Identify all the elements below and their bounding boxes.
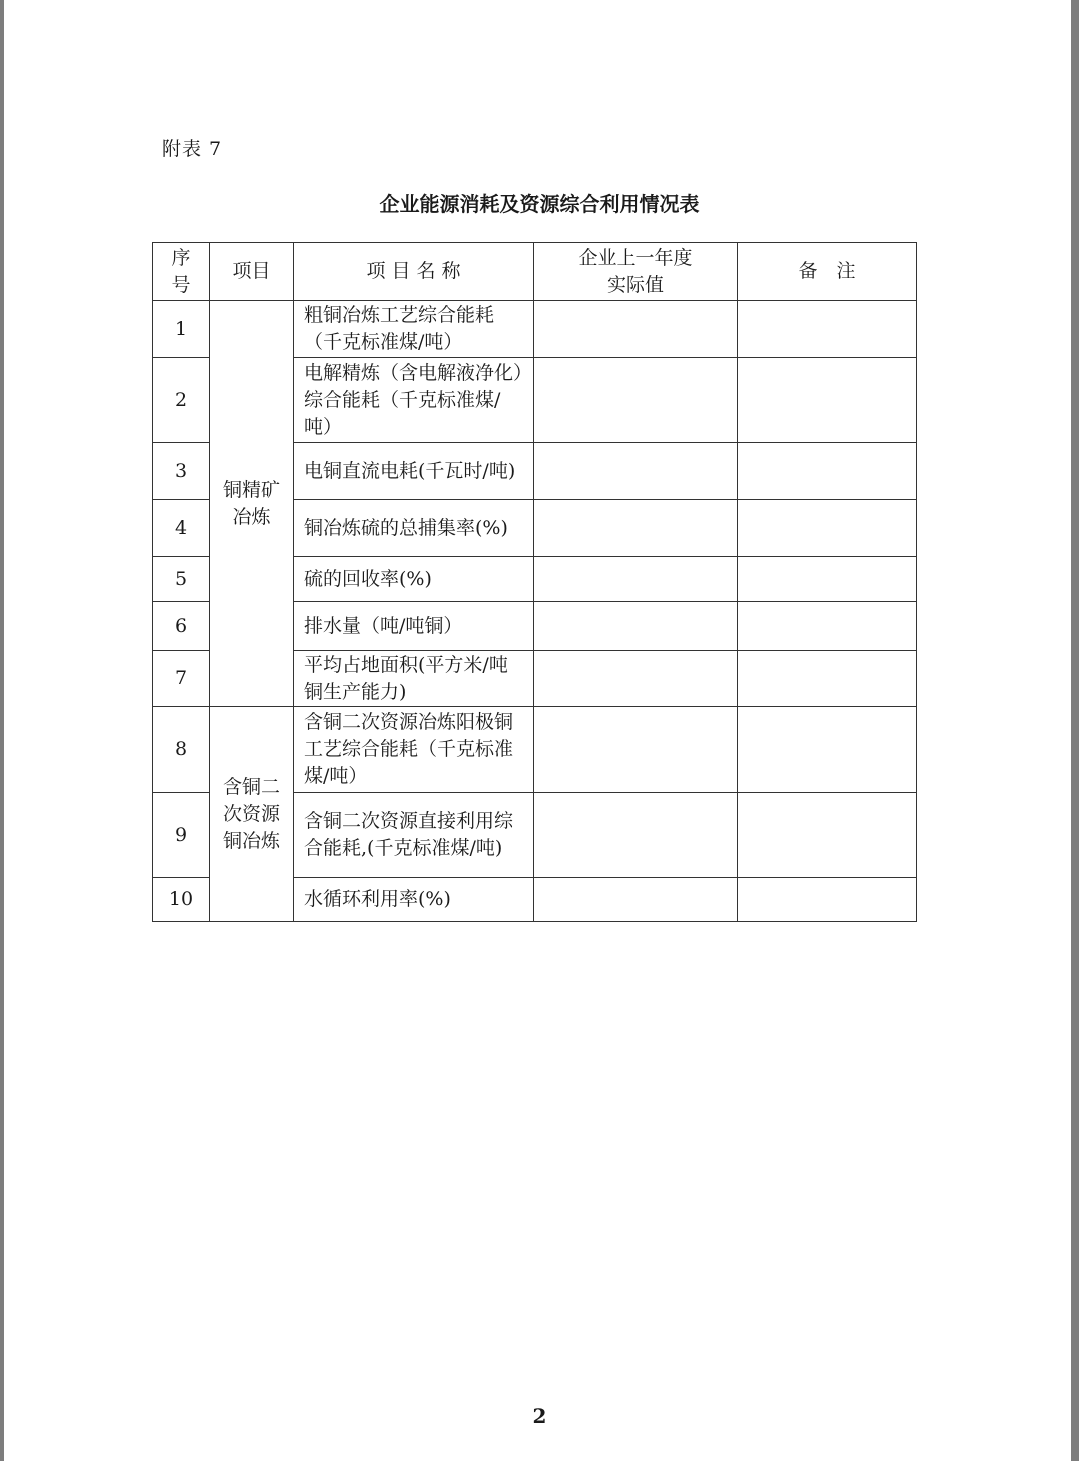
row-remark (738, 358, 917, 443)
row-remark (738, 793, 917, 878)
header-actual-line1: 企业上一年度 (578, 246, 693, 269)
group-label-line1: 铜精矿 (222, 478, 280, 501)
group-label-line2: 冶炼 (232, 505, 271, 528)
row-actual-value (534, 500, 738, 557)
row-item-name: 电解精炼（含电解液净化）综合能耗（千克标准煤/吨） (294, 358, 534, 443)
row-item-name: 电铜直流电耗(千瓦时/吨) (294, 443, 534, 500)
row-item-name: 平均占地面积(平方米/吨铜生产能力) (294, 651, 534, 707)
row-actual-value (534, 878, 738, 922)
header-item-name: 项 目 名 称 (294, 243, 534, 301)
row-remark (738, 878, 917, 922)
header-seq-line1: 序 (171, 246, 191, 269)
row-remark (738, 443, 917, 500)
row-seq: 7 (153, 651, 210, 707)
attachment-label: 附表 7 (162, 138, 223, 160)
row-actual-value (534, 443, 738, 500)
group-label-line3: 铜冶炼 (222, 829, 280, 852)
row-actual-value (534, 651, 738, 707)
row-seq: 6 (153, 602, 210, 651)
energy-consumption-table (152, 242, 917, 922)
row-actual-value (534, 602, 738, 651)
row-seq: 10 (153, 878, 210, 922)
row-actual-value (534, 301, 738, 358)
header-actual-line2: 实际值 (606, 273, 664, 296)
table-row (153, 707, 917, 793)
header-seq (153, 243, 210, 301)
row-seq: 3 (153, 443, 210, 500)
group-label-secondary-resources (210, 707, 294, 922)
row-item-name: 含铜二次资源直接利用综合能耗,(千克标准煤/吨) (294, 793, 534, 878)
row-item-name: 排水量（吨/吨铜） (294, 602, 534, 651)
row-remark (738, 557, 917, 602)
row-seq: 9 (153, 793, 210, 878)
row-remark (738, 707, 917, 793)
row-actual-value (534, 358, 738, 443)
header-actual-value (534, 243, 738, 301)
table-row (153, 301, 917, 358)
row-remark (738, 301, 917, 358)
row-seq: 5 (153, 557, 210, 602)
row-actual-value (534, 707, 738, 793)
page-title: 企业能源消耗及资源综合利用情况表 (379, 192, 700, 216)
group-label-line2: 次资源 (222, 802, 280, 825)
group-label-line1: 含铜二 (222, 775, 280, 798)
row-item-name: 含铜二次资源冶炼阳极铜工艺综合能耗（千克标准煤/吨） (294, 707, 534, 793)
row-actual-value (534, 793, 738, 878)
group-label-copy-concentrate (210, 301, 294, 707)
header-category: 项目 (210, 243, 294, 301)
row-seq: 8 (153, 707, 210, 793)
table-header-row (153, 243, 917, 301)
row-seq: 1 (153, 301, 210, 358)
row-seq: 2 (153, 358, 210, 443)
page-number: 2 (532, 1404, 547, 1428)
row-item-name: 硫的回收率(%) (294, 557, 534, 602)
row-remark (738, 602, 917, 651)
row-actual-value (534, 557, 738, 602)
row-item-name: 水循环利用率(%) (294, 878, 534, 922)
row-remark (738, 651, 917, 707)
header-remarks: 备 注 (738, 243, 917, 301)
row-remark (738, 500, 917, 557)
row-seq: 4 (153, 500, 210, 557)
row-item-name: 粗铜冶炼工艺综合能耗（千克标准煤/吨） (294, 301, 534, 358)
row-item-name: 铜冶炼硫的总捕集率(%) (294, 500, 534, 557)
header-seq-line2: 号 (171, 273, 191, 296)
